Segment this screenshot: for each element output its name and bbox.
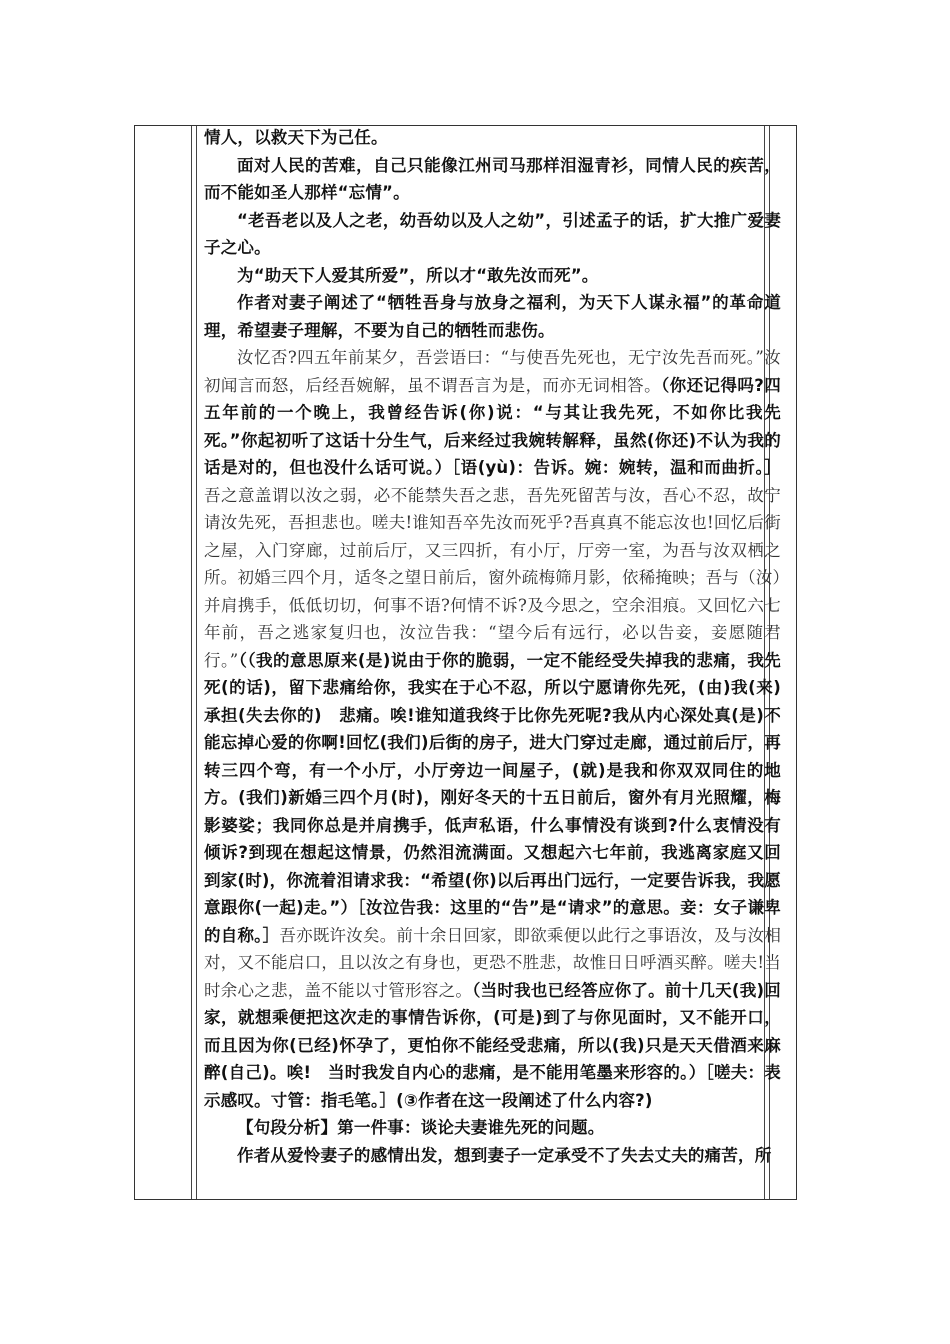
translation-text: （当时我也已经答应你了。前十几天(我)回家，就想乘便把这次走的事情告诉你，(可是)到了与你见面时，又不能开口，而且因为你(已经)怀孕了，更怕你不能经受悲痛，所以(我)只是天天借酒来麻醉(自己)。唉! 当时我发自内心的悲痛，是不能用笔墨来形容的。）［嗟夫：表示感叹。寸管：指毛笔。］(③作者在这一段阐述了什么内容?)	[204, 980, 781, 1110]
paragraph	[204, 289, 781, 344]
document-body	[204, 124, 781, 1169]
column-divider	[196, 126, 197, 1199]
column-divider	[191, 126, 192, 1199]
translation-text: 作者从爱怜妻子的感情出发，想到妻子一定承受不了失去丈夫的痛苦，所	[237, 1145, 772, 1165]
paragraph	[204, 124, 781, 152]
translation-text: （你还记得吗?四五年前的一个晚上，我曾经告诉(你)说：“与其让我先死，不如你比我先死。”你起初听了这话十分生气，后来经过我婉转解释，虽然(你还)不认为我的话是对的，但也没什么话可说。）［语(yù)：告诉。婉：婉转，温和而曲折。］	[204, 375, 782, 477]
original-text: 吾亦既许汝矣。前十余日回家，即欲乘便以此行之事语汝，及与汝相对，又不能启口，且以汝之有身也，更恐不胜悲，故惟日日呼酒买醉。嗟夫!当时余心之悲，盖不能以寸管形容之。	[204, 925, 782, 1000]
translation-text: （（我的意思原来(是)说由于你的脆弱，一定不能经受失掉我的悲痛，我先死(的话)，留下悲痛给你，我实在于心不忍，所以宁愿请你先死，(由)我(来)承担(失去你的) 悲痛。唉!谁知道我终于比你先死呢?我从内心深处真(是)不能忘掉心爱的你啊!回忆(我们)后街的房子，进大门穿过走廊，通过前后厅，再转三四个弯，有一个小厅，小厅旁边一间屋子，(就)是我和你双双同住的地方。(我们)新婚三四个月(时)，刚好冬天的十五日前后，窗外有月光照耀，梅影婆娑；我同你总是并肩携手，低声私语，什么事情没有谈到?什么衷情没有倾诉?到现在想起这情景，仍然泪流满面。又想起六七年前，我逃离家庭又回到家(时)，你流着泪请求我：“希望(你)以后再出门远行，一定要告诉我，我愿意跟你(一起)走。”）［汝泣告我：这里的“告”是“请求”的意思。妾：女子谦卑的自称。］	[204, 650, 781, 945]
paragraph	[204, 262, 781, 290]
paragraph	[204, 152, 781, 207]
translation-text: 面对人民的苦难，自己只能像江州司马那样泪湿青衫，同情人民的疾苦，而不能如圣人那样“忘情”。	[204, 155, 781, 202]
original-text: 吾之意盖谓以汝之弱，必不能禁失吾之悲，吾先死留苦与汝，吾心不忍，故宁请汝先死，吾担悲也。嗟夫!谁知吾卒先汝而死乎?吾真真不能忘汝也!回忆后街之屋，入门穿廊，过前后厅，又三四折，有小厅，厅旁一室，为吾与汝双栖之所。初婚三四个月，适冬之望日前后，窗外疏梅筛月影，依稀掩映；吾与（汝）并肩携手，低低切切，何事不语?何情不诉?及今思之，空余泪痕。又回忆六七年前，吾之逃家复归也，汝泣告我：“望今后有远行，必以告妾，妾愿随君行。”	[204, 485, 781, 670]
original-text: 汝忆否?四五年前某夕，吾尝语曰：“与使吾先死也，无宁汝先吾而死。”汝初闻言而怒，后经吾婉解，虽不谓吾言为是，而亦无词相答。	[204, 348, 781, 395]
translation-text: 【句段分析】第一件事：谈论夫妻谁先死的问题。	[237, 1118, 605, 1137]
paragraph	[204, 344, 781, 1114]
translation-text: 为“助天下人爱其所爱”，所以才“敢先汝而死”。	[237, 265, 599, 285]
translation-text: “老吾老以及人之老，幼吾幼以及人之幼”，引述孟子的话，扩大推广爱妻子之心。	[204, 210, 781, 257]
translation-text: 作者对妻子阐述了“牺牲吾身与放身之福利，为天下人谋永福”的革命道理，希望妻子理解，不要为自己的牺牲而悲伤。	[204, 293, 781, 340]
translation-text: 情人，以救天下为己任。	[204, 128, 388, 147]
paragraph	[204, 207, 781, 262]
paragraph	[204, 1142, 781, 1170]
paragraph	[204, 1114, 781, 1142]
